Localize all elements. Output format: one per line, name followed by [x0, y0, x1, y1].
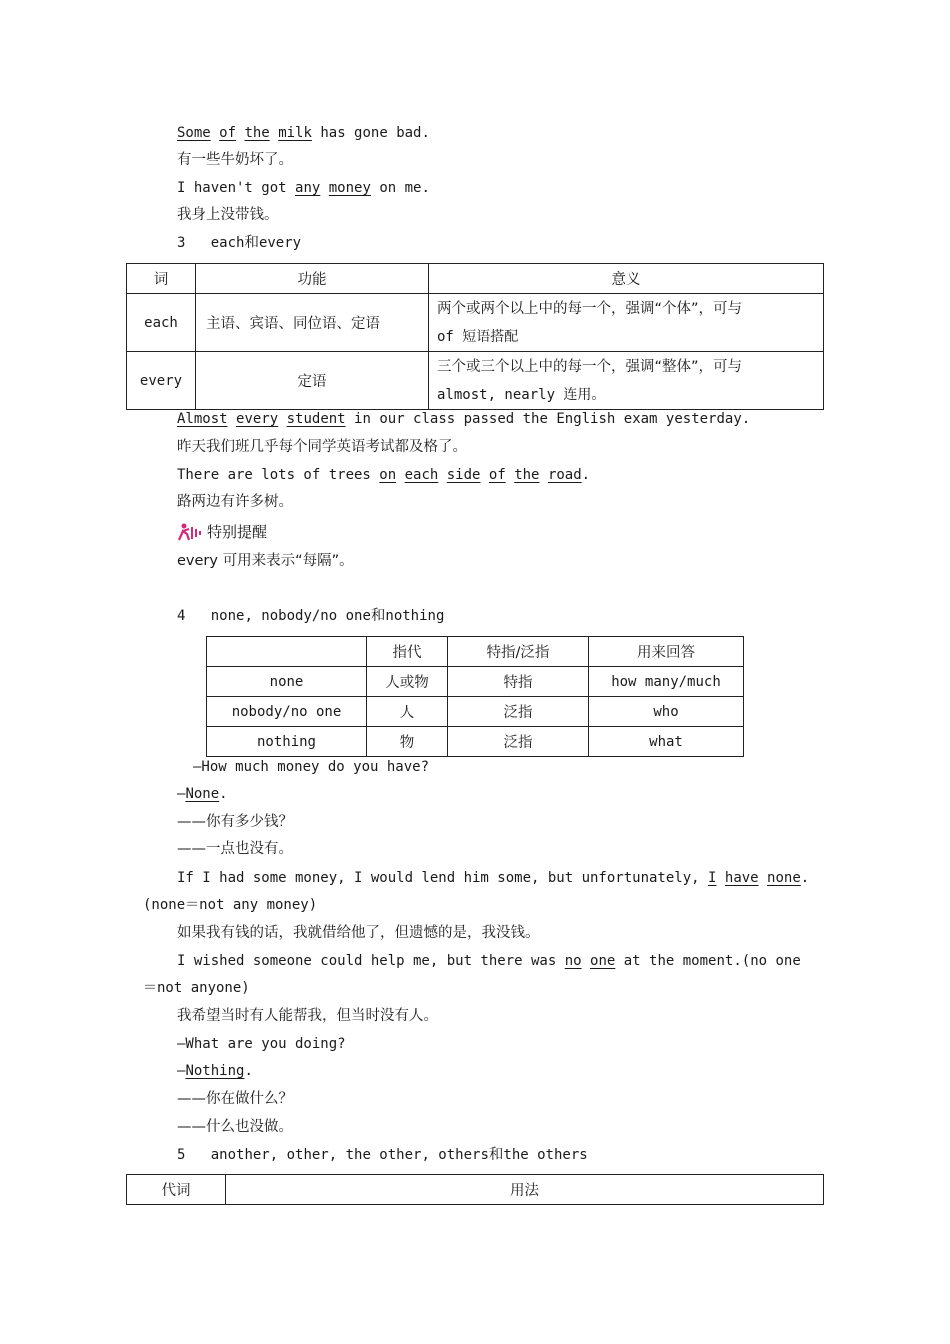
- section-5-heading: 5 another, other, the other, others和the others: [177, 1147, 588, 1163]
- example-translation-1: 有一些牛奶坏了。: [177, 152, 293, 168]
- example-sentence-3: Almost every student in our class passed the English exam yesterday.: [177, 411, 751, 427]
- example-paragraph-2-translation: 我希望当时有人能帮我，但当时没有人。: [177, 1008, 438, 1024]
- table-cell: none: [207, 667, 367, 697]
- special-reminder: [177, 521, 267, 542]
- table-cell: 物: [367, 727, 448, 757]
- table-cell: nothing: [207, 727, 367, 757]
- table-cell: nobody/no one: [207, 697, 367, 727]
- table-cell: who: [589, 697, 744, 727]
- example-paragraph-1: If I had some money, I would lend him some, but unfortunately, I have none.: [177, 870, 810, 886]
- table-cell: 泛指: [448, 697, 589, 727]
- reminder-person-icon: [177, 523, 203, 541]
- table-cell: what: [589, 727, 744, 757]
- table-header: 意义: [429, 264, 824, 294]
- table-header: 指代: [367, 637, 448, 667]
- section-3-heading: 3 each和every: [177, 235, 302, 251]
- table-cell: 两个或两个以上中的每一个，强调“个体”，可与 of 短语搭配: [429, 294, 824, 352]
- table-cell: how many/much: [589, 667, 744, 697]
- table-row: [207, 667, 744, 697]
- each-every-table: [126, 263, 824, 410]
- example-translation-4: 路两边有许多树。: [177, 494, 293, 510]
- table-header: 功能: [196, 264, 429, 294]
- table-header: [207, 637, 367, 667]
- none-nobody-nothing-table: [206, 636, 744, 757]
- table-cell: 泛指: [448, 727, 589, 757]
- table-cell: 定语: [196, 352, 429, 410]
- table-row: [207, 697, 744, 727]
- dialogue-line: —None.: [177, 786, 228, 802]
- table-cell: each: [127, 294, 196, 352]
- table-row: [127, 294, 824, 352]
- table-header: 词: [127, 264, 196, 294]
- example-sentence-2: I haven't got any money on me.: [177, 180, 430, 196]
- dialogue-line: ——什么也没做。: [177, 1119, 293, 1135]
- example-paragraph-2: I wished someone could help me, but there was no one at the moment.(no one: [177, 953, 801, 969]
- table-header: 特指/泛指: [448, 637, 589, 667]
- reminder-label: 特别提醒: [207, 523, 268, 541]
- example-sentence-1: Some of the milk has gone bad.: [177, 125, 430, 141]
- example-sentence-4: There are lots of trees on each side of the road.: [177, 467, 591, 483]
- example-paragraph-1-note: (none＝not any money): [143, 897, 318, 913]
- another-other-table: [126, 1174, 824, 1205]
- table-header: 用来回答: [589, 637, 744, 667]
- table-cell: 人或物: [367, 667, 448, 697]
- table-row: [207, 727, 744, 757]
- example-translation-3: 昨天我们班几乎每个同学英语考试都及格了。: [177, 439, 467, 455]
- table-cell: 特指: [448, 667, 589, 697]
- dialogue-line: —What are you doing?: [177, 1036, 346, 1052]
- reminder-text: every 可用来表示“每隔”。: [177, 553, 354, 569]
- table-header: 代词: [127, 1175, 226, 1205]
- table-cell: 三个或三个以上中的每一个，强调“整体”，可与 almost, nearly 连用。: [429, 352, 824, 410]
- dialogue-line: ——你有多少钱？: [177, 814, 293, 830]
- dialogue-line: —Nothing.: [177, 1063, 253, 1079]
- example-translation-2: 我身上没带钱。: [177, 207, 279, 223]
- table-cell: 人: [367, 697, 448, 727]
- table-cell: 主语、宾语、同位语、定语: [196, 294, 429, 352]
- dialogue-line: ——一点也没有。: [177, 841, 293, 857]
- section-4-heading: 4 none, nobody/no one和nothing: [177, 608, 445, 624]
- dialogue-line: —How much money do you have?: [193, 759, 430, 775]
- dialogue-line: ——你在做什么？: [177, 1091, 293, 1107]
- example-paragraph-1-translation: 如果我有钱的话，我就借给他了，但遗憾的是，我没钱。: [177, 925, 540, 941]
- table-row: [127, 352, 824, 410]
- table-header: 用法: [226, 1175, 824, 1205]
- table-cell: every: [127, 352, 196, 410]
- example-paragraph-2-note: ＝not anyone): [143, 980, 250, 996]
